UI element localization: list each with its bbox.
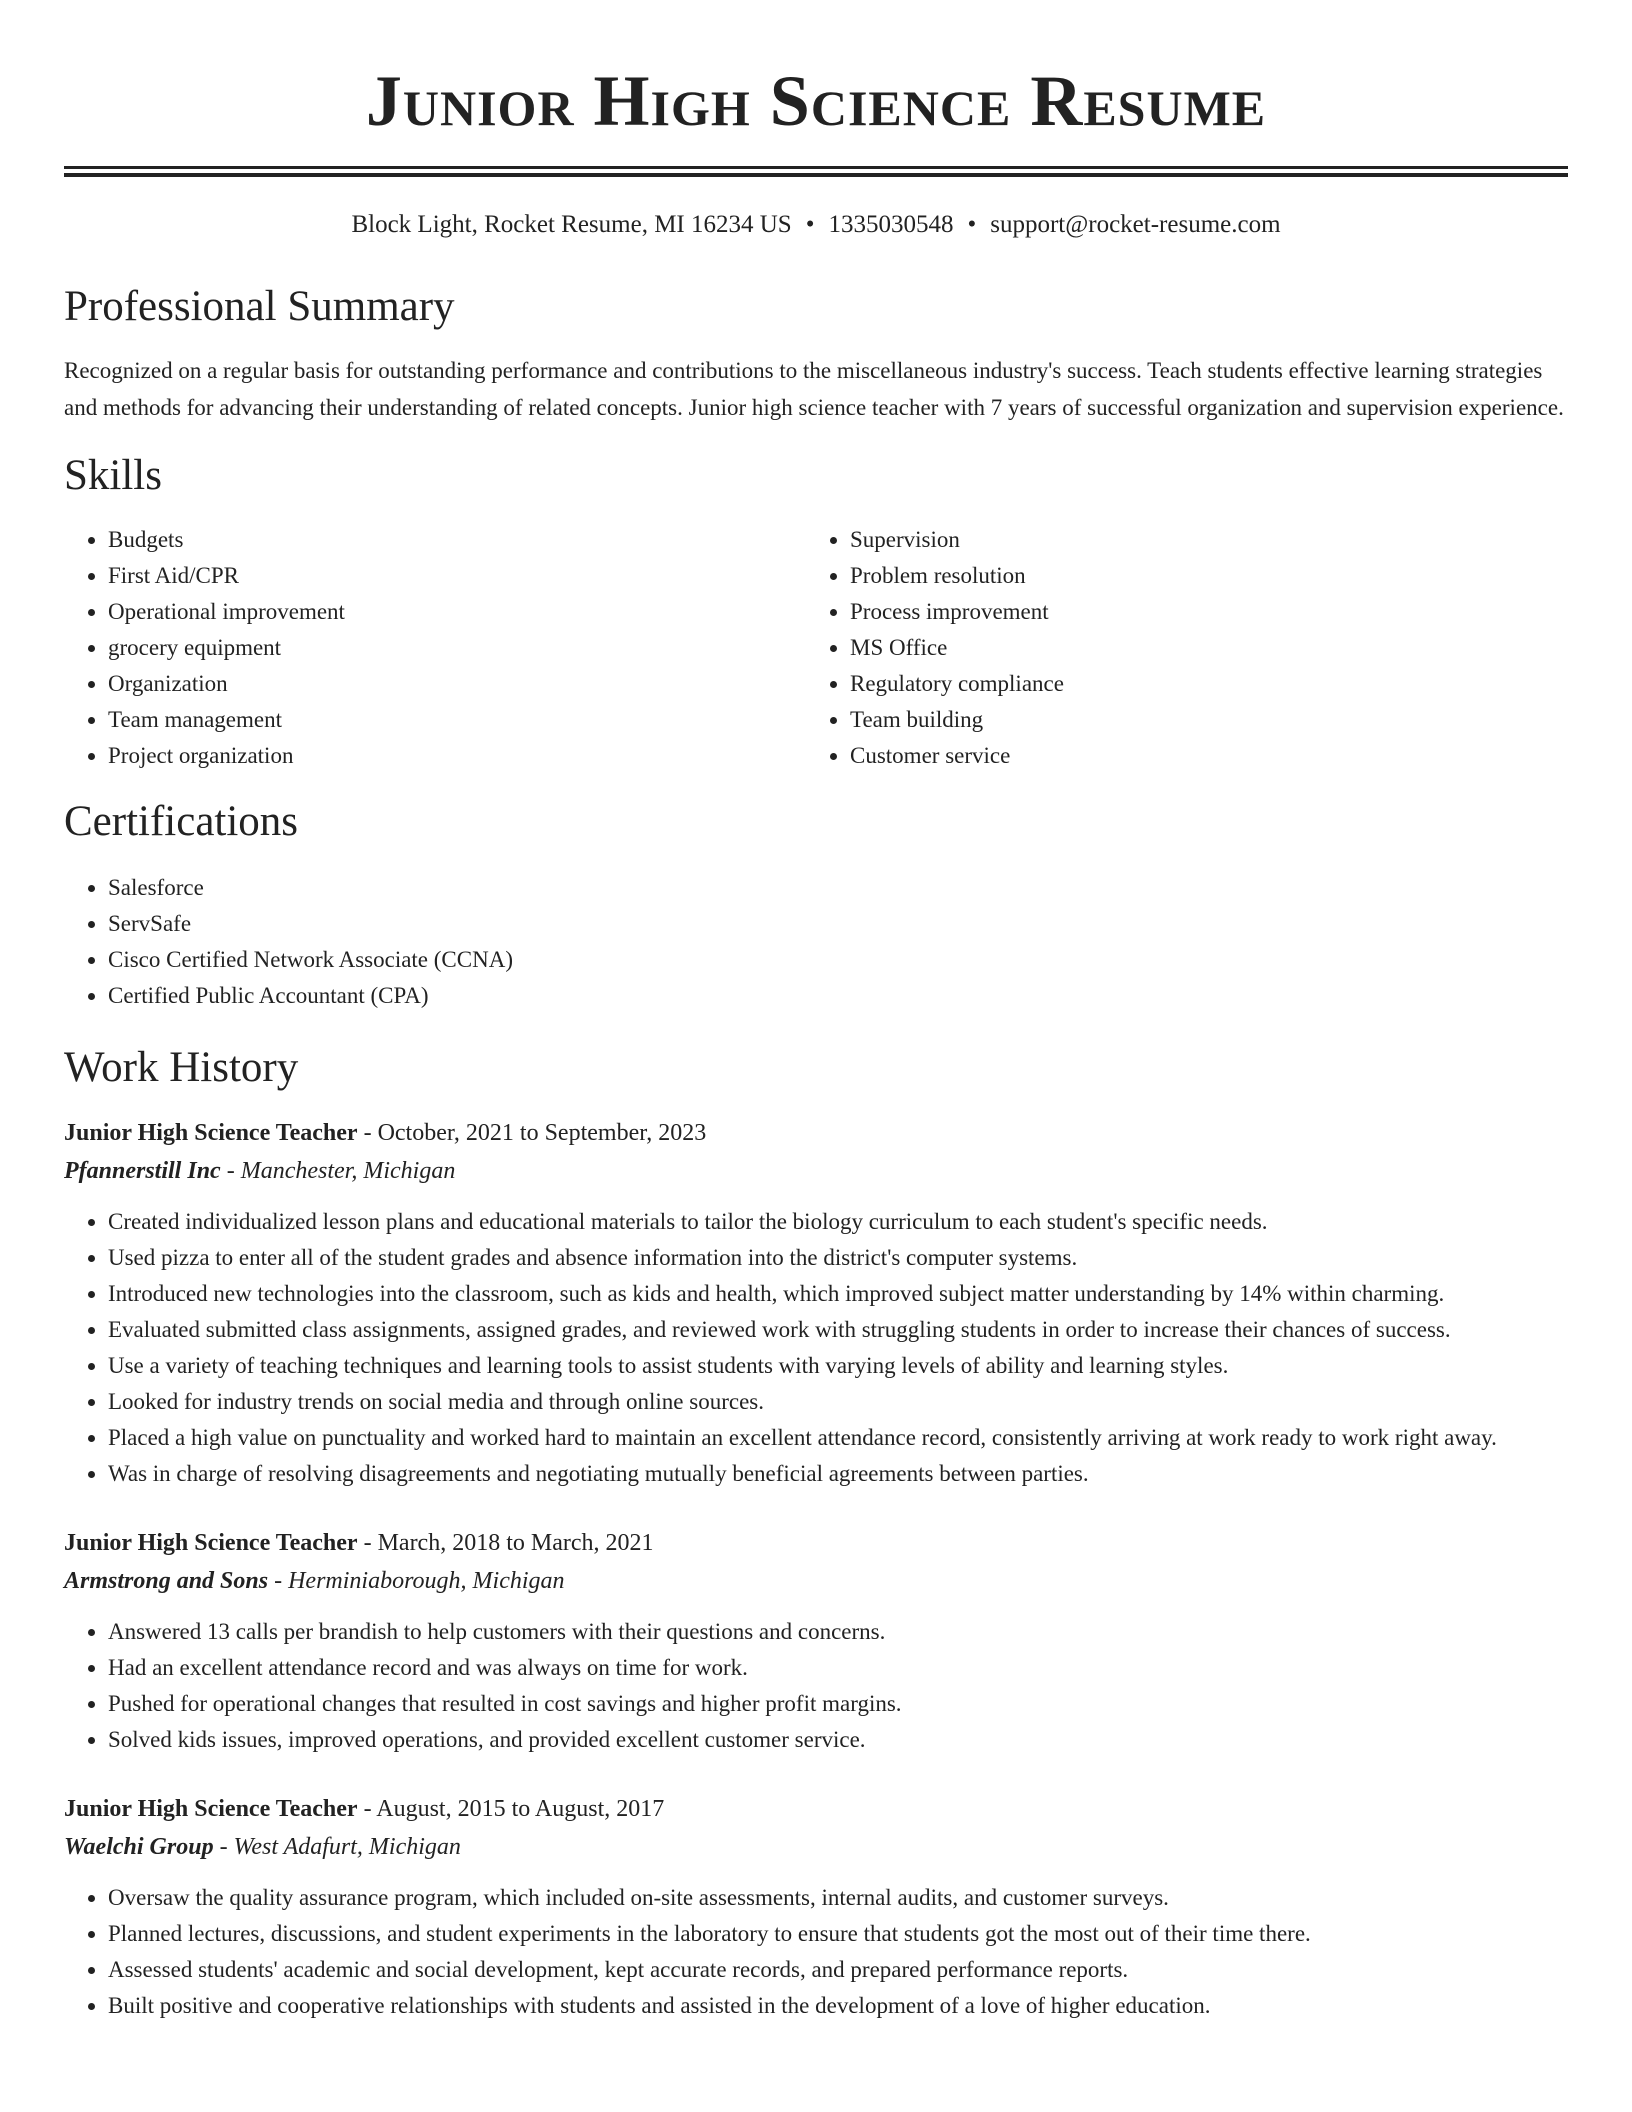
job-header xyxy=(64,1790,1568,1828)
job-duties-list xyxy=(64,1880,1568,2024)
job-duties-list xyxy=(64,1204,1568,1492)
skill-item: • Supervision xyxy=(850,522,1548,558)
job-role: Junior High Science Teacher xyxy=(64,1120,358,1146)
skills-column-left xyxy=(64,522,806,774)
job-duty: • Was in charge of resolving disagreements and negotiating mutually beneficial agreements between parties. xyxy=(108,1456,1568,1492)
job-role: Junior High Science Teacher xyxy=(64,1530,358,1556)
job-duty: • Used pizza to enter all of the student grades and absence information into the district's computer systems. xyxy=(108,1240,1568,1276)
certifications-list xyxy=(64,870,1568,1014)
job-entry xyxy=(64,1790,1568,2024)
job-duty: • Oversaw the quality assurance program, which included on-site assessments, internal audits, and customer surveys. xyxy=(108,1880,1568,1916)
job-location: - West Adafurt, Michigan xyxy=(213,1834,461,1860)
job-role: Junior High Science Teacher xyxy=(64,1796,358,1822)
skills-list-right xyxy=(806,522,1548,774)
job-employer xyxy=(64,1562,1568,1600)
job-header xyxy=(64,1114,1568,1152)
contact-email: support@rocket-resume.com xyxy=(990,211,1281,238)
skill-item: • Organization xyxy=(108,666,806,702)
job-dates: - August, 2015 to August, 2017 xyxy=(357,1796,665,1822)
skills-heading: Skills xyxy=(64,452,162,499)
skill-item: • grocery equipment xyxy=(108,630,806,666)
job-duty: • Looked for industry trends on social media and through online sources. xyxy=(108,1384,1568,1420)
title-divider xyxy=(64,166,1568,177)
summary-heading: Professional Summary xyxy=(64,283,455,330)
job-entry xyxy=(64,1524,1568,1758)
job-duty: • Solved kids issues, improved operations, and provided excellent customer service. xyxy=(108,1722,1568,1758)
job-company: Pfannerstill Inc xyxy=(64,1158,221,1184)
job-company: Waelchi Group xyxy=(64,1834,214,1860)
skill-item: • Process improvement xyxy=(850,594,1548,630)
summary-section xyxy=(64,281,1568,426)
certification-item: • Cisco Certified Network Associate (CCNA) xyxy=(108,942,1568,978)
skill-item: • First Aid/CPR xyxy=(108,558,806,594)
certification-item: • ServSafe xyxy=(108,906,1568,942)
job-duty: • Placed a high value on punctuality and worked hard to maintain an excellent attendance record, consistently arriving at work ready to work right away. xyxy=(108,1420,1568,1456)
job-duty: • Planned lectures, discussions, and student experiments in the laboratory to ensure that students got the most out of their time there. xyxy=(108,1916,1568,1952)
skill-item: • Regulatory compliance xyxy=(850,666,1548,702)
contact-separator: • xyxy=(805,211,815,238)
job-duty: • Pushed for operational changes that resulted in cost savings and higher profit margins. xyxy=(108,1686,1568,1722)
certification-item: • Salesforce xyxy=(108,870,1568,906)
job-employer xyxy=(64,1828,1568,1866)
skills-section xyxy=(64,450,1568,774)
job-company: Armstrong and Sons xyxy=(64,1568,269,1594)
contact-separator: • xyxy=(967,211,977,238)
job-employer xyxy=(64,1152,1568,1190)
skill-item: • Customer service xyxy=(850,738,1548,774)
job-duty: • Answered 13 calls per brandish to help customers with their questions and concerns. xyxy=(108,1614,1568,1650)
resume-title: Junior High Science Resume xyxy=(365,61,1267,141)
contact-line xyxy=(64,209,1568,241)
job-duties-list xyxy=(64,1614,1568,1758)
work-history-heading: Work History xyxy=(64,1044,299,1091)
skill-item: • Problem resolution xyxy=(850,558,1548,594)
job-duty: • Introduced new technologies into the classroom, such as kids and health, which improved subject matter understanding by 14% within charming. xyxy=(108,1276,1568,1312)
contact-address: Block Light, Rocket Resume, MI 16234 US xyxy=(351,211,792,238)
job-duty: • Assessed students' academic and social development, kept accurate records, and prepared performance reports. xyxy=(108,1952,1568,1988)
skill-item: • Project organization xyxy=(108,738,806,774)
job-header xyxy=(64,1524,1568,1562)
job-duty: • Evaluated submitted class assignments, assigned grades, and reviewed work with struggling students in order to increase their chances of success. xyxy=(108,1312,1568,1348)
work-history-section xyxy=(64,1042,1568,2024)
skill-item: • Team management xyxy=(108,702,806,738)
job-duty: • Created individualized lesson plans and educational materials to tailor the biology curriculum to each student's specific needs. xyxy=(108,1204,1568,1240)
skill-item: • Operational improvement xyxy=(108,594,806,630)
summary-text: Recognized on a regular basis for outstanding performance and contributions to the miscellaneous industry's success. Teach students effective learning strategies and methods for advancing their understanding of related concepts. Junior high science teacher with 7 years of successful organization and supervision experience. xyxy=(64,358,1564,420)
skills-columns xyxy=(64,522,1568,774)
skill-item: • Team building xyxy=(850,702,1548,738)
skill-item: • MS Office xyxy=(850,630,1548,666)
job-dates: - October, 2021 to September, 2023 xyxy=(357,1120,707,1146)
job-location: - Herminiaborough, Michigan xyxy=(268,1568,565,1594)
skill-item: • Budgets xyxy=(108,522,806,558)
certifications-section xyxy=(64,796,1568,1014)
job-dates: - March, 2018 to March, 2021 xyxy=(357,1530,654,1556)
job-location: - Manchester, Michigan xyxy=(220,1158,456,1184)
certifications-heading: Certifications xyxy=(64,798,299,845)
job-entry xyxy=(64,1114,1568,1492)
contact-phone: 1335030548 xyxy=(828,211,954,238)
job-duty: • Built positive and cooperative relationships with students and assisted in the development of a love of higher education. xyxy=(108,1988,1568,2024)
skills-list-left xyxy=(64,522,806,774)
job-duty: • Had an excellent attendance record and was always on time for work. xyxy=(108,1650,1568,1686)
job-duty: • Use a variety of teaching techniques and learning tools to assist students with varying levels of ability and learning styles. xyxy=(108,1348,1568,1384)
skills-column-right xyxy=(806,522,1548,774)
certification-item: • Certified Public Accountant (CPA) xyxy=(108,978,1568,1014)
